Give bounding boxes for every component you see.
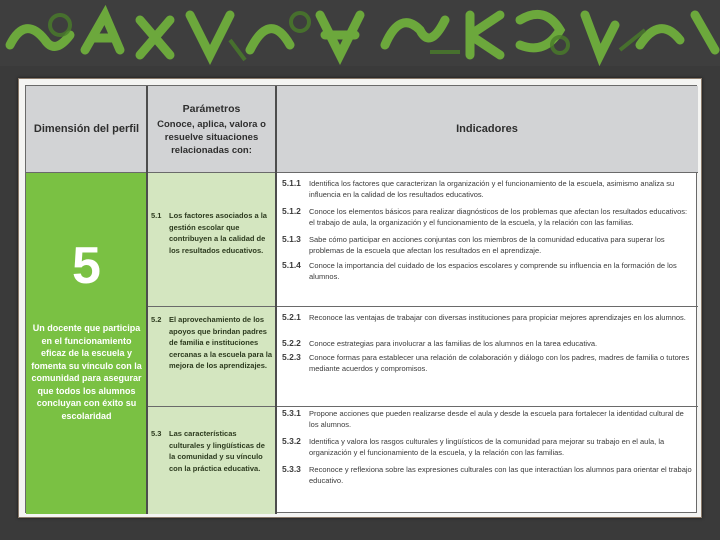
parameter-text: El aprovechamiento de los apoyos que brindan padres de familia e instituciones cercanas a la escuela para la mejora de los aprendizajes. xyxy=(169,315,272,370)
indicator-text: Reconoce las ventajas de trabajar con diversas instituciones para propiciar mejores aprendizajes en los alumnos. xyxy=(309,313,686,322)
parameter-number: 5.1 xyxy=(151,211,162,220)
parameter-item xyxy=(151,314,273,372)
indicator-item xyxy=(282,234,694,256)
header-dimension: Dimensión del perfil xyxy=(26,86,147,172)
dimension-number: 5 xyxy=(72,237,101,295)
indicator-item xyxy=(282,436,694,458)
parameter-text: Las características culturales y lingüísticas de la comunidad y su vínculo con la práctica educativa. xyxy=(169,429,265,473)
indicator-number: 5.2.3 xyxy=(282,352,301,362)
decorative-banner xyxy=(0,0,720,66)
header-divider xyxy=(26,172,698,173)
indicator-text: Conoce formas para establecer una relación de colaboración y diálogo con los padres, madres de familia o tutores mediante acuerdos y compromisos. xyxy=(309,353,690,373)
header-parameters xyxy=(147,86,276,172)
indicator-text: Identifica los factores que caracterizan la organización y el funcionamiento de la escuela, asimismo analiza su influencia en la calidad de los resultados educativos. xyxy=(309,179,675,199)
parameter-number: 5.2 xyxy=(151,315,162,324)
header-parameters-title: Parámetros xyxy=(182,103,241,115)
indicator-item xyxy=(282,260,694,282)
indicator-number: 5.1.2 xyxy=(282,206,301,216)
indicator-text: Propone acciones que pueden realizarse desde el aula y desde la escuela para fortalecer la identidad cultural de los alumnos. xyxy=(309,409,684,429)
indicator-item xyxy=(282,312,694,323)
indicator-item xyxy=(282,338,694,349)
parameter-item xyxy=(151,210,273,256)
indicator-item xyxy=(282,408,694,430)
column-divider xyxy=(146,86,148,514)
indicator-item xyxy=(282,464,694,486)
parameter-text: Los factores asociados a la gestión escolar que contribuyen a la calidad de los resultados educativos. xyxy=(169,211,267,255)
parameters-column xyxy=(147,172,276,514)
indicator-text: Conoce los elementos básicos para realizar diagnósticos de los problemas que afectan los resultados educativos: el trabajo de aula, la organización y el funcionamiento de la escuela, y la relación con las familias. xyxy=(309,207,688,227)
dimension-cell xyxy=(26,172,147,514)
header-parameters-subtitle: Conoce, aplica, valora o resuelve situaciones relacionadas con: xyxy=(157,119,266,156)
indicator-text: Reconoce y reflexiona sobre las expresiones culturales con las que interactúan los alumnos para orientar el trabajo educativo. xyxy=(309,465,692,485)
indicator-text: Sabe cómo participar en acciones conjuntas con los miembros de la comunidad educativa para superar los problemas de la escuela que afectan los resultados en el aprendizaje. xyxy=(309,235,665,255)
dimension-profile-text: Un docente que participa en el funcionamiento eficaz de la escuela y fomenta su vínculo con la comunidad para asegurar que todos los alumnos concluyan con éxito su escolaridad xyxy=(31,323,142,421)
indicator-number: 5.1.4 xyxy=(282,260,301,270)
indicator-text: Identifica y valora los rasgos culturales y lingüísticos de la comunidad para mejorar su trabajo en el aula, la organización y el funcionamiento de la escuela, y la relación con las familias. xyxy=(309,437,665,457)
indicator-number: 5.2.2 xyxy=(282,338,301,348)
indicator-number: 5.2.1 xyxy=(282,312,301,322)
header-indicators: Indicadores xyxy=(276,86,698,172)
competency-table xyxy=(25,85,697,513)
indicator-number: 5.1.3 xyxy=(282,234,301,244)
row-divider xyxy=(147,306,698,307)
indicator-text: Conoce estrategias para involucrar a las familias de los alumnos en la tarea educativa. xyxy=(309,339,598,348)
slide-frame xyxy=(18,78,702,518)
indicator-item xyxy=(282,352,694,374)
indicator-number: 5.3.3 xyxy=(282,464,301,474)
banner-glyphs-icon xyxy=(0,0,720,66)
parameter-item xyxy=(151,428,273,474)
indicator-item xyxy=(282,178,694,200)
indicator-number: 5.3.2 xyxy=(282,436,301,446)
indicator-text: Conoce la importancia del cuidado de los espacios escolares y comprende su influencia en la formación de los alumnos. xyxy=(309,261,677,281)
column-divider xyxy=(275,86,277,514)
row-divider xyxy=(147,406,698,407)
indicator-item xyxy=(282,206,694,228)
indicators-column xyxy=(278,172,698,514)
indicator-number: 5.3.1 xyxy=(282,408,301,418)
parameter-number: 5.3 xyxy=(151,429,162,438)
indicator-number: 5.1.1 xyxy=(282,178,301,188)
